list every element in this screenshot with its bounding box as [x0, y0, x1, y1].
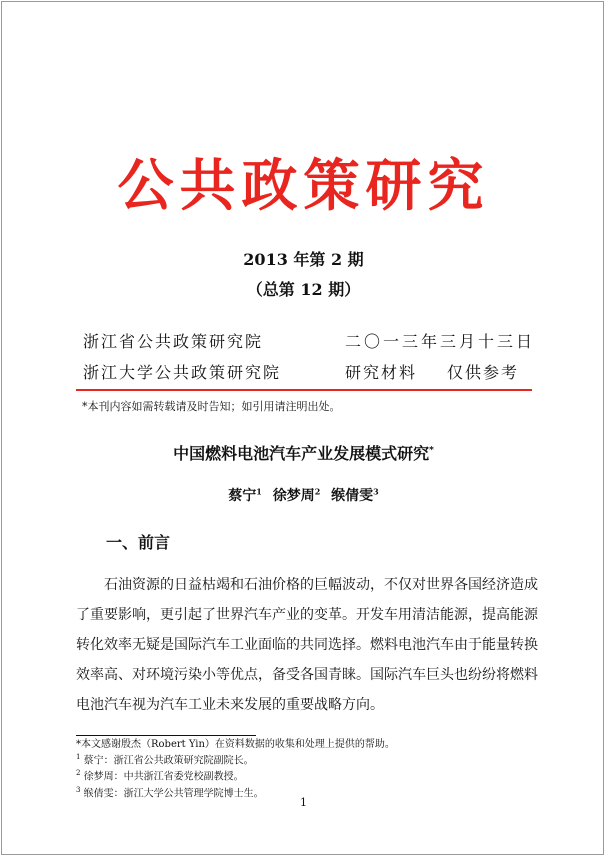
section-heading: 一、前言	[106, 533, 171, 552]
paragraph-line: 了重要影响，更引起了世界汽车产业的变革。开发车用清洁能源，提高能源	[76, 607, 538, 623]
reprint-notice: *本刊内容如需转载请及时告知；如引用请注明出处。	[82, 400, 341, 413]
author: 缑倩雯$^3$	[331, 486, 379, 504]
author: 徐梦周$^2$	[272, 486, 321, 504]
paragraph-line: 石油资源的日益枯竭和石油价格的巨幅波动，不仅对世界各国经济造成	[104, 577, 538, 593]
header-divider	[76, 389, 532, 391]
page-number: 1	[300, 796, 307, 809]
footnote: $^3$ 缑倩雯：浙江大学公共管理学院博士生。	[76, 785, 264, 799]
author-list	[0, 485, 607, 505]
journal-masthead: 公共政策研究	[117, 154, 490, 219]
publish-date: 二〇一三年三月十三日	[345, 332, 536, 351]
author: 蔡宁$^1$	[228, 486, 262, 504]
footnote: $^2$ 徐梦周：中共浙江省委党校副教授。	[76, 769, 244, 783]
reference-label: 仅供参考	[447, 363, 520, 382]
article-title-text: 中国燃料电池汽车产业发展模式研究	[173, 444, 430, 463]
footnote-divider	[76, 735, 256, 736]
paragraph-line: 电池汽车视为汽车工业未来发展的重要战略方向。	[76, 697, 384, 713]
issue-number: 2013 年第 2 期	[243, 250, 364, 269]
footnotes	[76, 738, 395, 800]
article-title	[0, 441, 607, 464]
material-label: 研究材料	[345, 363, 418, 382]
paragraph-line: 转化效率无疑是国际汽车工业面临的共同选择。燃料电池汽车由于能量转换	[76, 637, 538, 653]
publisher-org-2: 浙江大学公共政策研究院	[83, 363, 282, 382]
intro-paragraph	[76, 570, 536, 720]
issue-total: （总第 12 期）	[246, 280, 361, 299]
footnote: $^1$ 蔡宁：浙江省公共政策研究院副院长。	[76, 753, 254, 767]
paragraph-line: 效率高、对环境污染小等优点，备受各国青睐。国际汽车巨头也纷纷将燃料	[76, 667, 538, 683]
title-footnote-mark: *	[429, 445, 434, 456]
page-border	[1, 1, 604, 855]
material-type	[345, 360, 519, 383]
footnote: *本文感谢殷杰（Robert Yin）在资料数据的收集和处理上提供的帮助。	[76, 739, 395, 750]
publisher-org-1: 浙江省公共政策研究院	[83, 332, 264, 351]
